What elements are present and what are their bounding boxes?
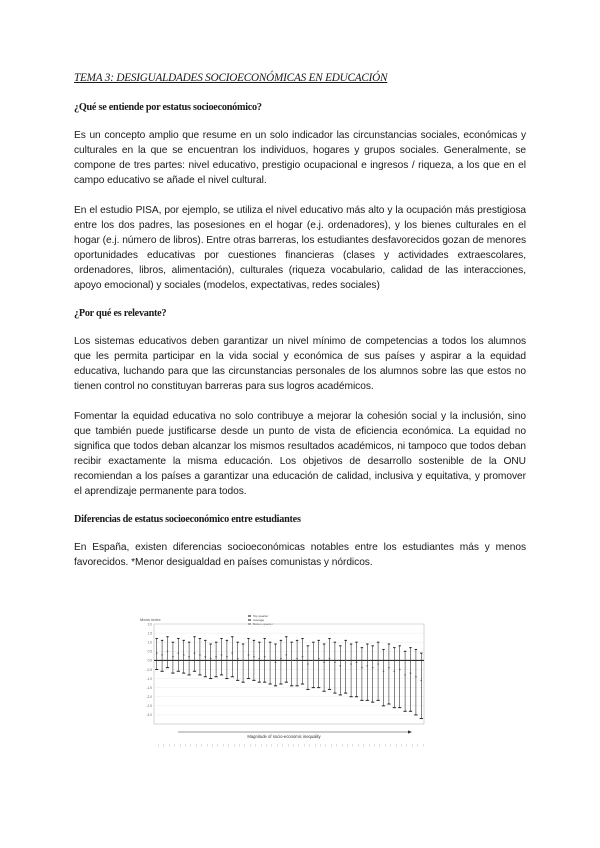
y-tick-label: -0.5 xyxy=(146,667,152,672)
average-point xyxy=(210,658,212,660)
bottom-quarter-mark xyxy=(393,707,396,708)
average-point xyxy=(377,663,379,665)
average-point xyxy=(415,676,417,678)
x-tick-label: — xyxy=(372,744,376,747)
x-tick-label: — xyxy=(410,744,414,747)
average-point xyxy=(372,667,374,669)
average-point xyxy=(296,658,298,660)
average-point xyxy=(340,665,342,667)
bottom-quarter-mark xyxy=(414,714,417,715)
bottom-quarter-mark xyxy=(188,674,191,675)
x-tick-label: — xyxy=(199,744,203,747)
paragraph: Los sistemas educativos deben garantizar un nivel mínimo de competencias a todos los alumnos que les permita participar en la vida social y económica de sus países y aspirar a la equidad educativa, luchando para que las circunstancias personales de los alumnos sobre las que estos no tienen control no constituyan barreras para sus logros académicos. xyxy=(74,336,526,392)
x-tick-label: — xyxy=(378,744,382,747)
bottom-quarter-mark xyxy=(285,682,288,683)
bottom-quarter-mark xyxy=(193,671,196,672)
bottom-quarter-mark xyxy=(328,689,331,690)
bottom-quarter-mark xyxy=(382,705,385,706)
section-heading: ¿Por qué es relevante? xyxy=(74,308,167,319)
average-point xyxy=(334,661,336,663)
x-tick-label: — xyxy=(232,744,236,747)
average-point xyxy=(388,667,390,669)
average-point xyxy=(404,674,406,676)
bottom-quarter-mark xyxy=(355,696,358,697)
average-point xyxy=(350,663,352,665)
average-point xyxy=(383,670,385,672)
top-quarter-mark xyxy=(312,642,314,643)
average-point xyxy=(291,660,293,662)
bottom-quarter-mark xyxy=(171,673,174,674)
top-quarter-mark xyxy=(409,647,411,648)
bottom-quarter-mark xyxy=(301,684,304,685)
top-quarter-mark xyxy=(350,644,352,645)
bottom-quarter-mark xyxy=(220,674,223,675)
top-quarter-mark xyxy=(166,636,168,637)
socioeconomic-inequality-chart xyxy=(138,612,430,768)
x-tick-label: — xyxy=(421,744,425,747)
average-point xyxy=(280,658,282,660)
bottom-quarter-mark xyxy=(350,696,353,697)
legend-swatch xyxy=(248,619,251,620)
y-tick-label: 2.0 xyxy=(147,622,152,627)
bottom-quarter-mark xyxy=(155,669,158,670)
bottom-quarter-mark xyxy=(306,689,309,690)
x-tick-label: — xyxy=(286,744,290,747)
average-point xyxy=(226,656,228,658)
y-axis-label: Mean index xyxy=(140,617,161,622)
y-tick-label: -1.5 xyxy=(146,685,152,690)
top-quarter-mark xyxy=(355,642,357,643)
bottom-quarter-mark xyxy=(236,680,239,681)
x-tick-label: — xyxy=(248,744,252,747)
average-point xyxy=(286,654,288,656)
x-tick-label: — xyxy=(383,744,387,747)
top-quarter-mark xyxy=(361,647,363,648)
top-quarter-mark xyxy=(258,642,260,643)
x-tick-label: — xyxy=(399,744,403,747)
top-quarter-mark xyxy=(404,651,406,652)
average-point xyxy=(259,658,261,660)
top-quarter-mark xyxy=(339,645,341,646)
bottom-quarter-mark xyxy=(366,700,369,701)
bottom-quarter-mark xyxy=(263,682,266,683)
bottom-quarter-mark xyxy=(398,707,401,708)
bottom-quarter-mark xyxy=(242,682,245,683)
bottom-quarter-mark xyxy=(279,684,282,685)
top-quarter-mark xyxy=(220,638,222,639)
x-tick-label: — xyxy=(221,744,225,747)
top-quarter-mark xyxy=(382,649,384,650)
legend-entry: Average xyxy=(253,618,265,622)
average-point xyxy=(345,660,347,662)
average-point xyxy=(253,656,255,658)
top-quarter-mark xyxy=(193,636,195,637)
bottom-quarter-mark xyxy=(312,687,315,688)
average-point xyxy=(156,652,158,654)
x-tick-label: — xyxy=(156,744,160,747)
document-body xyxy=(74,72,526,585)
top-quarter-mark xyxy=(334,642,336,643)
top-quarter-mark xyxy=(415,649,417,650)
bottom-quarter-mark xyxy=(231,676,234,677)
top-quarter-mark xyxy=(280,640,282,641)
x-tick-label: — xyxy=(264,744,268,747)
average-point xyxy=(264,656,266,658)
x-tick-label: — xyxy=(345,744,349,747)
x-tick-label: — xyxy=(324,744,328,747)
top-quarter-mark xyxy=(247,638,249,639)
x-tick-label: — xyxy=(351,744,355,747)
average-point xyxy=(199,654,201,656)
average-point xyxy=(232,652,234,654)
section-heading: ¿Qué se entiende por estatus socioeconómico? xyxy=(74,102,262,113)
average-point xyxy=(323,661,325,663)
x-tick-label: — xyxy=(367,744,371,747)
average-point xyxy=(394,670,396,672)
top-quarter-mark xyxy=(377,642,379,643)
top-quarter-mark xyxy=(161,640,163,641)
bottom-quarter-mark xyxy=(290,685,293,686)
top-quarter-mark xyxy=(301,638,303,639)
average-point xyxy=(183,654,185,656)
legend-swatch xyxy=(248,615,251,616)
top-quarter-mark xyxy=(307,645,309,646)
x-tick-label: — xyxy=(280,744,284,747)
y-tick-label: 0.5 xyxy=(147,649,152,654)
y-tick-label: 1.0 xyxy=(147,640,152,645)
bottom-quarter-mark xyxy=(333,693,336,694)
average-point xyxy=(421,680,423,682)
x-axis-label: Magnitude of socio-economic inequality xyxy=(247,734,321,739)
top-quarter-mark xyxy=(328,638,330,639)
bottom-quarter-mark xyxy=(360,700,363,701)
top-quarter-mark xyxy=(210,644,212,645)
top-quarter-mark xyxy=(393,647,395,648)
x-tick-label: — xyxy=(226,744,230,747)
bottom-quarter-mark xyxy=(161,671,164,672)
top-quarter-mark xyxy=(291,642,293,643)
bottom-quarter-mark xyxy=(198,674,201,675)
bottom-quarter-mark xyxy=(209,678,212,679)
bottom-quarter-mark xyxy=(215,676,218,677)
average-point xyxy=(356,661,358,663)
x-tick-label: — xyxy=(253,744,257,747)
bottom-quarter-mark xyxy=(247,678,250,679)
x-tick-label: — xyxy=(178,744,182,747)
average-point xyxy=(205,656,207,658)
x-tick-label: — xyxy=(162,744,166,747)
average-point xyxy=(215,656,217,658)
top-quarter-mark xyxy=(269,642,271,643)
paragraph: Fomentar la equidad educativa no solo contribuye a mejorar la cohesión social y la inclusión, sino que también puede justificarse desde un punto de vista de eficiencia económica. La equidad no significa que todos deban alcanzar los mismos resultados académicos, ni tampoco que todos deban recibir exactamente la misma educación. Los objetivos de desarrollo sostenible de la ONU recomiendan a los países a garantizar una educación de calidad, inclusiva y equitativa, y promover el aprendizaje permanente para todos. xyxy=(74,411,526,497)
x-tick-label: — xyxy=(297,744,301,747)
y-tick-label: -3.0 xyxy=(146,713,152,718)
x-tick-label: — xyxy=(183,744,187,747)
y-tick-label: -2.0 xyxy=(146,695,152,700)
average-point xyxy=(329,658,331,660)
bottom-quarter-mark xyxy=(339,694,342,695)
top-quarter-mark xyxy=(156,638,158,639)
x-tick-label: — xyxy=(313,744,317,747)
bottom-quarter-mark xyxy=(420,718,423,719)
average-point xyxy=(318,658,320,660)
legend-entry: Top quarter xyxy=(253,614,269,618)
x-tick-label: — xyxy=(340,744,344,747)
bottom-quarter-mark xyxy=(182,673,185,674)
x-tick-label: — xyxy=(361,744,365,747)
top-quarter-mark xyxy=(204,640,206,641)
legend-entry: Bottom quarter xyxy=(253,622,273,626)
top-quarter-mark xyxy=(388,644,390,645)
top-quarter-mark xyxy=(345,640,347,641)
average-point xyxy=(161,654,163,656)
bottom-quarter-mark xyxy=(177,671,180,672)
section-heading: Diferencias de estatus socioeconómico entre estudiantes xyxy=(74,514,301,525)
bottom-quarter-mark xyxy=(269,684,272,685)
average-point xyxy=(221,654,223,656)
x-tick-label: — xyxy=(356,744,360,747)
x-tick-label: — xyxy=(415,744,419,747)
top-quarter-mark xyxy=(264,638,266,639)
bottom-quarter-mark xyxy=(323,691,326,692)
paragraph: En el estudio PISA, por ejemplo, se utiliza el nivel educativo más alto y la ocupación más prestigiosa entre los dos padres, las posesiones en el hogar (e.j. ordenadores), y los bienes culturales en el hogar (e.j. número de libros). Entre otras barreras, los estudiantes desfavorecidos gozan de menores oportunidades educativas por cuestiones financieras (clases y actividades extraescolares, ordenadores, libros, alimentación), culturales (riqueza vocabulario, calidad de las interacciones, apoyo emocional) y sociales (modelos, expectativas, redes sociales) xyxy=(74,205,526,291)
x-tick-label: — xyxy=(172,744,176,747)
bottom-quarter-mark xyxy=(166,667,169,668)
average-point xyxy=(399,669,401,671)
average-point xyxy=(188,656,190,658)
x-tick-label: — xyxy=(216,744,220,747)
average-point xyxy=(172,656,174,658)
average-point xyxy=(410,672,412,674)
top-quarter-mark xyxy=(318,640,320,641)
bottom-quarter-mark xyxy=(225,678,228,679)
top-quarter-mark xyxy=(253,640,255,641)
average-point xyxy=(361,667,363,669)
bottom-quarter-mark xyxy=(258,682,261,683)
top-quarter-mark xyxy=(242,644,244,645)
top-quarter-mark xyxy=(399,645,401,646)
x-tick-label: — xyxy=(189,744,193,747)
x-tick-label: — xyxy=(194,744,198,747)
top-quarter-mark xyxy=(420,653,422,654)
average-point xyxy=(178,652,180,654)
top-quarter-mark xyxy=(372,645,374,646)
document-title: TEMA 3: DESIGUALDADES SOCIOECONÓMICAS EN EDUCACIÓN xyxy=(74,72,388,84)
x-tick-label: — xyxy=(237,744,241,747)
bottom-quarter-mark xyxy=(409,711,412,712)
x-tick-label: — xyxy=(329,744,333,747)
average-point xyxy=(248,654,250,656)
average-point xyxy=(367,665,369,667)
top-quarter-mark xyxy=(188,642,190,643)
x-tick-label: — xyxy=(270,744,274,747)
average-point xyxy=(237,658,239,660)
top-quarter-mark xyxy=(226,640,228,641)
top-quarter-mark xyxy=(177,638,179,639)
top-quarter-mark xyxy=(237,642,239,643)
y-tick-label: -2.5 xyxy=(146,704,152,709)
bottom-quarter-mark xyxy=(371,702,374,703)
bottom-quarter-mark xyxy=(387,704,390,705)
average-point xyxy=(307,663,309,665)
average-point xyxy=(194,652,196,654)
top-quarter-mark xyxy=(231,636,233,637)
average-point xyxy=(167,650,169,652)
y-tick-label: 1.5 xyxy=(147,631,152,636)
bottom-quarter-mark xyxy=(296,685,299,686)
x-tick-label: — xyxy=(334,744,338,747)
x-tick-label: — xyxy=(388,744,392,747)
bottom-quarter-mark xyxy=(317,687,320,688)
top-quarter-mark xyxy=(323,644,325,645)
top-quarter-mark xyxy=(366,644,368,645)
y-tick-label: -1.0 xyxy=(146,676,152,681)
y-tick-label: 0.0 xyxy=(147,658,152,663)
x-tick-label: — xyxy=(307,744,311,747)
bottom-quarter-mark xyxy=(274,685,277,686)
average-point xyxy=(275,661,277,663)
x-tick-label: — xyxy=(291,744,295,747)
top-quarter-mark xyxy=(296,640,298,641)
paragraph: Es un concepto amplio que resume en un solo indicador las circunstancias sociales, económicas y culturales en la que se encuentran los individuos, hogares y grupos sociales. Generalmente, se compone de tres partes: nivel educativo, prestigio ocupacional e ingresos / riqueza, a los que en el campo educativo se añade el nivel cultural. xyxy=(74,130,526,186)
x-tick-label: — xyxy=(302,744,306,747)
top-quarter-mark xyxy=(199,638,201,639)
x-tick-label: — xyxy=(394,744,398,747)
x-tick-label: — xyxy=(210,744,214,747)
top-quarter-mark xyxy=(172,642,174,643)
bottom-quarter-mark xyxy=(252,680,255,681)
bottom-quarter-mark xyxy=(204,676,207,677)
x-tick-label: — xyxy=(259,744,263,747)
x-tick-label: — xyxy=(275,744,279,747)
top-quarter-mark xyxy=(285,636,287,637)
bottom-quarter-mark xyxy=(404,711,407,712)
top-quarter-mark xyxy=(274,644,276,645)
average-point xyxy=(302,656,304,658)
x-tick-label: — xyxy=(205,744,209,747)
average-point xyxy=(313,660,315,662)
x-tick-label: — xyxy=(243,744,247,747)
x-tick-label: — xyxy=(167,744,171,747)
top-quarter-mark xyxy=(183,640,185,641)
top-quarter-mark xyxy=(215,642,217,643)
paragraph: En España, existen diferencias socioeconómicas notables entre los estudiantes más y menos favorecidos. *Menor desigualdad en países comunistas y nórdicos. xyxy=(74,542,526,568)
bottom-quarter-mark xyxy=(377,700,380,701)
x-tick-label: — xyxy=(405,744,409,747)
average-point xyxy=(269,660,271,662)
average-point xyxy=(242,660,244,662)
bottom-quarter-mark xyxy=(344,693,347,694)
x-tick-label: — xyxy=(318,744,322,747)
